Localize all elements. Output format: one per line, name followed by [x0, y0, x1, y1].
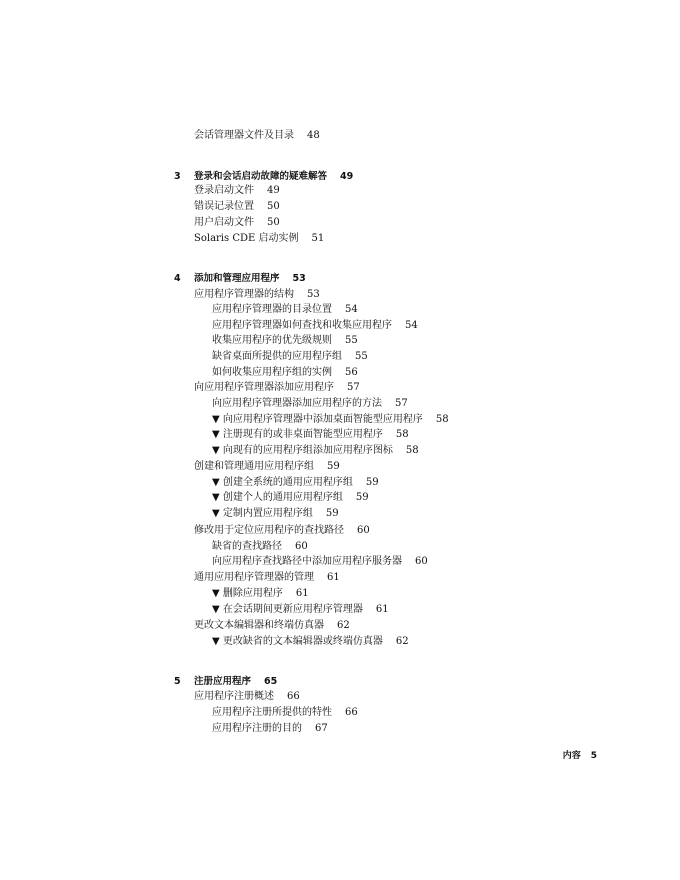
footer-page-number: 5 — [590, 751, 597, 761]
section-title: ▼ 更改缺省的文本编辑器或终端仿真器 — [212, 636, 383, 647]
section-title: Solaris CDE 启动实例 — [194, 233, 299, 244]
page-number: 55 — [355, 351, 368, 362]
section-title: 更改文本编辑器和终端仿真器 — [194, 620, 324, 631]
page-number: 58 — [405, 445, 419, 456]
section-title: 创建和管理通用应用程序组 — [194, 461, 314, 472]
toc-section-entry[interactable] — [212, 444, 419, 458]
section-title: ▼ 删除应用程序 — [212, 588, 283, 599]
toc-section-entry[interactable] — [212, 635, 409, 649]
section-title: 向应用程序管理器添加应用程序的方法 — [212, 398, 382, 409]
section-title: 应用程序注册所提供的特性 — [212, 707, 332, 718]
section-title: 缺省桌面所提供的应用程序组 — [212, 351, 342, 362]
page-number: 59 — [325, 508, 339, 519]
section-title: ▼ 创建全系统的通用应用程序组 — [212, 477, 353, 488]
toc-section-entry[interactable] — [194, 690, 300, 704]
toc-chapter-entry[interactable] — [174, 675, 278, 689]
section-title: ▼ 定制内置应用程序组 — [212, 508, 313, 519]
page-number: 58 — [395, 429, 409, 440]
toc-section-entry[interactable] — [212, 350, 368, 364]
section-title: ▼ 在会话期间更新应用程序管理器 — [212, 604, 363, 615]
section-title: 如何收集应用程序组的实例 — [212, 367, 332, 378]
section-title: 缺省的查找路径 — [212, 541, 282, 552]
toc-section-entry[interactable] — [212, 507, 339, 521]
page-number: 60 — [295, 541, 308, 552]
page-number: 66 — [345, 707, 358, 718]
toc-chapter-entry[interactable] — [174, 170, 354, 184]
toc-section-entry[interactable] — [212, 366, 358, 380]
section-title: 应用程序管理器的结构 — [194, 289, 294, 300]
toc-section-entry[interactable] — [212, 413, 449, 427]
section-title: 应用程序注册的目的 — [212, 723, 302, 734]
chapter-number: 4 — [174, 273, 181, 284]
page-number: 57 — [395, 398, 408, 409]
page-number: 56 — [345, 367, 358, 378]
page-number: 54 — [405, 320, 418, 331]
page-number: 61 — [295, 588, 309, 599]
chapter-number: 3 — [174, 171, 181, 182]
section-title: 向应用程序查找路径中添加应用程序服务器 — [212, 556, 402, 567]
page-number: 59 — [355, 492, 369, 503]
toc-section-entry[interactable] — [194, 184, 280, 198]
page-number: 51 — [311, 233, 325, 244]
toc-section-entry[interactable] — [194, 619, 350, 633]
page-number: 48 — [307, 130, 320, 141]
chapter-number: 5 — [174, 676, 181, 687]
page-number: 54 — [345, 304, 358, 315]
toc-section-entry[interactable] — [194, 524, 370, 538]
toc-section-entry[interactable] — [194, 129, 320, 143]
page-number: 50 — [267, 217, 280, 228]
toc-section-entry[interactable] — [212, 555, 428, 569]
toc-section-entry[interactable] — [212, 397, 408, 411]
toc-section-entry[interactable] — [212, 476, 379, 490]
chapter-title: 注册应用程序 — [194, 676, 252, 687]
toc-section-entry[interactable] — [194, 216, 280, 230]
section-title: 应用程序注册概述 — [194, 691, 274, 702]
toc-section-entry[interactable] — [194, 381, 360, 395]
toc-section-entry[interactable] — [212, 303, 358, 317]
chapter-title: 添加和管理应用程序 — [194, 273, 280, 284]
section-title: 错误记录位置 — [194, 201, 254, 212]
section-title: ▼ 注册现有的或非桌面智能型应用程序 — [212, 429, 383, 440]
toc-section-entry[interactable] — [212, 706, 358, 720]
page-number: 61 — [375, 604, 389, 615]
page-number: 61 — [327, 572, 340, 583]
toc-section-entry[interactable] — [212, 334, 358, 348]
section-title: 通用应用程序管理器的管理 — [194, 572, 314, 583]
page-number: 67 — [315, 723, 328, 734]
page-number: 62 — [395, 636, 409, 647]
section-title: 修改用于定位应用程序的查找路径 — [194, 525, 344, 536]
page-number: 55 — [345, 335, 358, 346]
section-title: ▼ 创建个人的通用应用程序组 — [212, 492, 343, 503]
toc-section-entry[interactable] — [212, 491, 369, 505]
toc-section-entry[interactable] — [194, 288, 320, 302]
toc-section-entry[interactable] — [212, 319, 418, 333]
page-number: 49 — [340, 171, 354, 182]
page-number: 59 — [365, 477, 379, 488]
section-title: 应用程序管理器如何查找和收集应用程序 — [212, 320, 392, 331]
page-number: 66 — [287, 691, 300, 702]
toc-section-entry[interactable] — [212, 540, 308, 554]
page-number: 57 — [347, 382, 360, 393]
section-title: ▼ 向应用程序管理器中添加桌面智能型应用程序 — [212, 414, 423, 425]
toc-section-entry[interactable] — [212, 587, 309, 601]
page-number: 53 — [292, 273, 306, 284]
section-title: 登录启动文件 — [194, 185, 254, 196]
toc-section-entry[interactable] — [212, 428, 409, 442]
page-number: 53 — [307, 289, 320, 300]
page-number: 50 — [267, 201, 280, 212]
page-number: 59 — [327, 461, 340, 472]
toc-chapter-entry[interactable] — [174, 272, 306, 286]
section-title: 应用程序管理器的目录位置 — [212, 304, 332, 315]
page-number: 62 — [337, 620, 350, 631]
section-title: ▼ 向现有的应用程序组添加应用程序图标 — [212, 445, 393, 456]
toc-section-entry[interactable] — [212, 722, 328, 736]
page-number: 49 — [267, 185, 280, 196]
toc-section-entry[interactable] — [194, 232, 324, 246]
chapter-title: 登录和会话启动故障的疑难解答 — [194, 171, 328, 182]
page-number: 58 — [435, 414, 449, 425]
toc-section-entry[interactable] — [194, 571, 340, 585]
toc-section-entry[interactable] — [212, 603, 389, 617]
section-title: 会话管理器文件及目录 — [194, 130, 294, 141]
section-title: 向应用程序管理器添加应用程序 — [194, 382, 334, 393]
page-footer — [563, 749, 597, 763]
page-number: 65 — [264, 676, 278, 687]
section-title: 用户启动文件 — [194, 217, 254, 228]
toc-section-entry[interactable] — [194, 460, 340, 474]
page-number: 60 — [415, 556, 428, 567]
section-title: 收集应用程序的优先级规则 — [212, 335, 332, 346]
page-number: 60 — [357, 525, 370, 536]
footer-label: 内容 — [562, 751, 581, 761]
toc-section-entry[interactable] — [194, 200, 280, 214]
